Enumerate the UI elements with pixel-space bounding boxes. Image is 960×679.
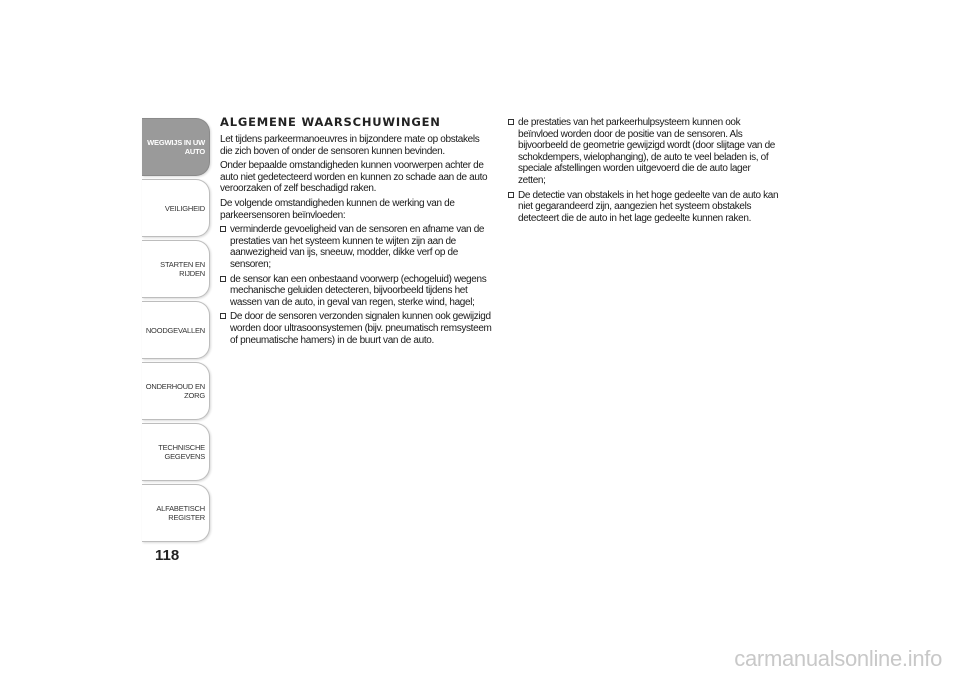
tab-noodgevallen[interactable] bbox=[142, 301, 210, 359]
tab-alfabetisch-register[interactable] bbox=[142, 484, 210, 542]
tab-wegwijs-in-uw-auto[interactable] bbox=[142, 118, 210, 176]
checkbox-bullet-icon bbox=[508, 119, 514, 125]
checkbox-bullet-icon bbox=[508, 192, 514, 198]
tab-label: WEGWIJS IN UW AUTO bbox=[147, 138, 205, 156]
paragraph: Let tijdens parkeermanoeuvres in bijzondere mate op obstakels die zich boven of onder de sensoren kunnen bevinden. bbox=[220, 134, 480, 157]
list-item bbox=[220, 274, 492, 309]
tab-starten-en-rijden[interactable] bbox=[142, 240, 210, 298]
tab-veiligheid[interactable] bbox=[142, 179, 210, 237]
bullet-list bbox=[508, 117, 780, 224]
list-item-text: verminderde gevoeligheid van de sensoren en afname van de prestaties van het systeem kunnen te wijten zijn aan de aanwezigheid van ijs, sneeuw, modder, dikke verf op de sensoren; bbox=[230, 224, 485, 270]
tab-label: NOODGEVALLEN bbox=[145, 325, 205, 335]
list-item bbox=[220, 224, 492, 270]
checkbox-bullet-icon bbox=[220, 276, 226, 282]
section-heading: ALGEMENE WAARSCHUWINGEN bbox=[220, 115, 441, 129]
tab-label: STARTEN EN RIJDEN bbox=[160, 260, 205, 278]
list-item-text: De detectie van obstakels in het hoge gedeelte van de auto kan niet gegarandeerd zijn, aangezien het systeem obstakels detecteert die de auto in het lage gedeelte kunnen raken. bbox=[518, 189, 779, 224]
page-number: 118 bbox=[155, 547, 180, 564]
checkbox-bullet-icon bbox=[220, 313, 226, 319]
left-column bbox=[220, 134, 492, 349]
paragraph: De volgende omstandigheden kunnen de werking van de parkeersensoren beïnvloeden: bbox=[220, 197, 455, 221]
right-column bbox=[508, 117, 780, 227]
watermark: carmanualsonline.info bbox=[734, 646, 942, 671]
bullet-list bbox=[220, 224, 492, 346]
list-item bbox=[220, 311, 492, 346]
tab-label: TECHNISCHE GEGEVENS bbox=[158, 443, 205, 461]
list-item bbox=[508, 190, 780, 225]
tab-onderhoud-en-zorg[interactable] bbox=[142, 362, 210, 420]
tab-label: VEILIGHEID bbox=[164, 203, 205, 213]
tab-label: ALFABETISCH REGISTER bbox=[156, 504, 205, 522]
list-item-text: De door de sensoren verzonden signalen kunnen ook gewijzigd worden door ultrasoonsystemen (bijv. pneumatisch remsysteem of pneumatische hamers) in de buurt van de auto. bbox=[230, 311, 492, 346]
tab-label: ONDERHOUD EN ZORG bbox=[145, 382, 205, 400]
paragraph: Onder bepaalde omstandigheden kunnen voorwerpen achter de auto niet gedetecteerd worden en kunnen zo schade aan de auto veroorzaken of zelf beschadigd raken. bbox=[220, 160, 488, 195]
list-item-text: de prestaties van het parkeerhulpsysteem kunnen ook beïnvloed worden door de positie van de sensoren. Als bijvoorbeeld de geometrie gewijzigd wordt (door slijtage van de schokdempers, wielophanging), de auto te veel beladen is, of speciale afstellingen worden uitgevoerd die de auto lager zetten; bbox=[518, 117, 775, 186]
list-item bbox=[508, 117, 780, 187]
checkbox-bullet-icon bbox=[220, 226, 226, 232]
list-item-text: de sensor kan een onbestaand voorwerp (echogeluid) wegens mechanische geluiden detecteren, bijvoorbeeld tijdens het wassen van de auto, in geval van regen, sterke wind, hagel; bbox=[230, 273, 487, 308]
tab-technische-gegevens[interactable] bbox=[142, 423, 210, 481]
